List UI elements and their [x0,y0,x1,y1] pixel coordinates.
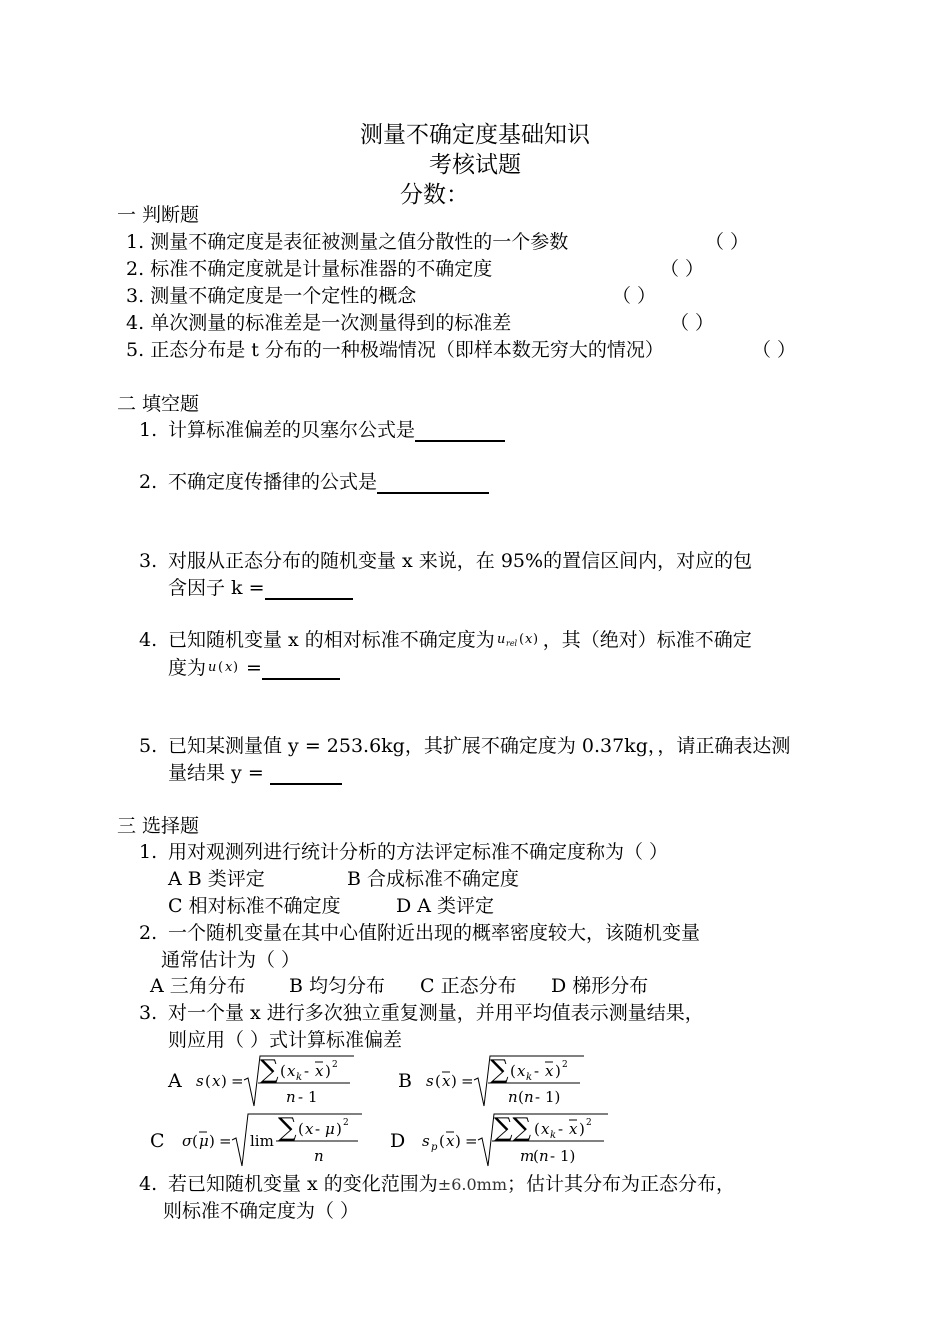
svg-text:2: 2 [586,1118,592,1128]
mc-q1-num: 1. [139,841,158,863]
svg-text:(: ( [533,1147,539,1165]
svg-text:k: k [296,1072,303,1083]
svg-text:-: - [304,1062,310,1080]
fill-q1-blank[interactable] [415,420,505,442]
svg-text:-: - [315,1120,321,1138]
tf-answer-1[interactable]: （ ） [705,231,750,253]
svg-text:x: x [315,1062,324,1080]
svg-text:rel: rel [505,639,517,648]
mc-q4-num: 4. [139,1173,158,1195]
svg-text:s: s [426,1072,434,1090]
svg-text:=: = [219,1132,232,1150]
svg-text:-: - [534,1062,540,1080]
tf-item-5: 5. 正态分布是 t 分布的一种极端情况（即样本数无穷大的情况） [126,339,664,361]
formula-option-a [194,1052,364,1116]
svg-text:x: x [569,1120,578,1138]
svg-text:k: k [550,1130,557,1141]
mc-q1-option-b[interactable]: B 合成标准不确定度 [347,868,520,890]
svg-text:): ) [555,1062,561,1080]
svg-text:x: x [517,1062,526,1080]
section-3-heading: 三 选择题 [117,815,200,837]
fill-q4-blank[interactable] [262,658,340,680]
formula-option-d [420,1110,620,1174]
tf-item-4: 4. 单次测量的标准差是一次测量得到的标准差 [126,312,512,334]
svg-text:): ) [532,632,538,647]
svg-text:-: - [550,1147,556,1165]
svg-text:-: - [535,1088,541,1106]
svg-text:n: n [539,1147,549,1165]
svg-text:s: s [196,1072,204,1090]
svg-text:(: ( [218,660,224,675]
fill-q5-num: 5. [139,735,158,757]
fill-q4-line1: 已知随机变量 x 的相对标准不确定度为 u rel ( x ) ，其（绝对）标准不确定 [168,629,752,651]
svg-text:∑: ∑ [260,1055,279,1085]
svg-text:): ) [233,660,239,675]
svg-text:(: ( [192,1132,198,1150]
section-1-heading: 一 判断题 [117,204,200,226]
svg-text:1: 1 [308,1088,318,1106]
svg-text:(: ( [280,1062,286,1080]
svg-text:): ) [455,1132,461,1150]
mc-q1-text: 用对观测列进行统计分析的方法评定标准不确定度称为（ ） [168,841,669,863]
fill-q3-line1: 对服从正态分布的随机变量 x 来说，在 95%的置信区间内，对应的包 [168,550,753,572]
svg-text:x: x [305,1120,314,1138]
urel-formula [495,629,543,649]
range-value: ±6.0mm [437,1175,507,1194]
mc-q2-option-d[interactable]: D 梯形分布 [551,975,649,997]
tf-answer-2[interactable]: （ ） [660,258,705,280]
mc-q3-option-c-label[interactable]: C [150,1130,165,1152]
tf-item-2: 2. 标准不确定度就是计量标准器的不确定度 [126,258,493,280]
svg-text:x: x [545,1062,554,1080]
svg-text:=: = [231,1072,244,1090]
fill-q4-num: 4. [139,629,158,651]
mc-q2-num: 2. [139,922,158,944]
fill-q3-num: 3. [139,550,158,572]
svg-text:): ) [336,1120,342,1138]
score-label: 分数： [400,182,469,208]
mc-q3-option-b-label[interactable]: B [398,1070,412,1092]
fill-q5-line1: 已知某测量值 y = 253.6kg，其扩展不确定度为 0.37kg，，请正确表达测 [168,735,791,757]
formula-option-b [424,1052,594,1116]
section-2-heading: 二 填空题 [117,393,200,415]
fill-q5-blank[interactable] [270,763,342,785]
svg-text:-: - [558,1120,564,1138]
fill-q1: 计算标准偏差的贝塞尔公式是 [168,417,505,444]
fill-q2-blank[interactable] [377,472,489,494]
svg-text:lim: lim [250,1132,274,1150]
mc-q3-line1: 对一个量 x 进行多次独立重复测量，并用平均值表示测量结果， [168,1002,704,1024]
mc-q4-line1: 若已知随机变量 x 的变化范围为±6.0mm；估计其分布为正态分布， [168,1173,736,1195]
mc-q1-option-a[interactable]: A B 类评定 [168,868,265,890]
svg-text:∑∑: ∑∑ [494,1113,532,1143]
tf-item-1: 1. 测量不确定度是表征被测量之值分散性的一个参数 [126,231,569,253]
svg-text:x: x [442,1072,451,1090]
svg-text:s: s [422,1132,430,1150]
svg-text:2: 2 [343,1118,349,1128]
mc-q3-option-d-label[interactable]: D [390,1130,406,1152]
svg-text:n: n [286,1088,296,1106]
mc-q1-option-c[interactable]: C 相对标准不确定度 [168,895,341,917]
svg-text:m: m [520,1147,535,1165]
fill-q2-num: 2. [139,471,158,493]
svg-text:n: n [508,1088,518,1106]
tf-answer-3[interactable]: （ ） [612,285,657,307]
mc-q4-line2: 则标准不确定度为（ ） [163,1200,360,1222]
fill-q5-line2: 量结果 y = [168,760,342,787]
svg-text:(: ( [435,1072,441,1090]
svg-text:=: = [461,1072,474,1090]
svg-text:(: ( [518,1088,524,1106]
svg-text:): ) [209,1132,215,1150]
svg-text:): ) [325,1062,331,1080]
svg-text:(: ( [510,1062,516,1080]
mc-q1-option-d[interactable]: D A 类评定 [396,895,495,917]
title-line-2: 考核试题 [429,152,521,178]
svg-text:x: x [446,1132,455,1150]
svg-text:(: ( [534,1120,540,1138]
svg-text:∑: ∑ [490,1055,509,1085]
mc-q2-option-c[interactable]: C 正态分布 [420,975,517,997]
svg-text:(: ( [205,1072,211,1090]
svg-text:x: x [287,1062,296,1080]
svg-text:u: u [496,632,506,647]
mc-q3-num: 3. [139,1002,158,1024]
fill-q3-line2: 含因子 k = [168,575,353,602]
svg-text:σ: σ [182,1132,193,1150]
tf-item-3: 3. 测量不确定度是一个定性的概念 [126,285,417,307]
svg-text:u: u [208,660,217,675]
svg-text:x: x [212,1072,221,1090]
fill-q2: 不确定度传播律的公式是 [168,469,489,496]
svg-text:): ) [221,1072,227,1090]
tf-answer-5[interactable]: （ ） [752,339,797,361]
svg-text:2: 2 [562,1060,568,1070]
mc-q2-option-b[interactable]: B 均匀分布 [289,975,386,997]
svg-text:(: ( [518,632,524,647]
svg-text:k: k [526,1072,533,1083]
svg-text:1): 1) [545,1088,561,1106]
mc-q2-line1: 一个随机变量在其中心值附近出现的概率密度较大，该随机变量 [168,922,701,944]
mc-q2-line2: 通常估计为（ ） [161,949,301,971]
svg-text:x: x [541,1120,550,1138]
svg-text:μ: μ [325,1120,335,1138]
fill-q4-line2: 度为 u ( x ) = [168,655,340,682]
mc-q2-option-a[interactable]: A 三角分布 [150,975,246,997]
svg-text:): ) [579,1120,585,1138]
title-line-1: 测量不确定度基础知识 [360,122,590,148]
svg-text:-: - [298,1088,304,1106]
svg-text:=: = [465,1132,478,1150]
svg-text:x: x [524,632,533,647]
svg-text:): ) [451,1072,457,1090]
svg-text:2: 2 [332,1060,338,1070]
svg-text:p: p [431,1142,438,1153]
svg-text:x: x [225,660,233,675]
formula-option-c [180,1110,370,1174]
svg-text:∑: ∑ [278,1113,297,1143]
mc-q3-line2: 则应用（ ）式计算标准偏差 [168,1029,403,1051]
fill-q1-num: 1. [139,419,158,441]
mc-q3-option-a-label[interactable]: A [168,1070,182,1092]
fill-q3-blank[interactable] [265,578,353,600]
svg-text:(: ( [439,1132,445,1150]
svg-text:μ: μ [199,1132,209,1150]
svg-text:n: n [524,1088,534,1106]
tf-answer-4[interactable]: （ ） [670,312,715,334]
svg-text:(: ( [298,1120,304,1138]
svg-text:1): 1) [560,1147,576,1165]
svg-text:n: n [314,1147,324,1165]
ux-formula [206,657,246,677]
